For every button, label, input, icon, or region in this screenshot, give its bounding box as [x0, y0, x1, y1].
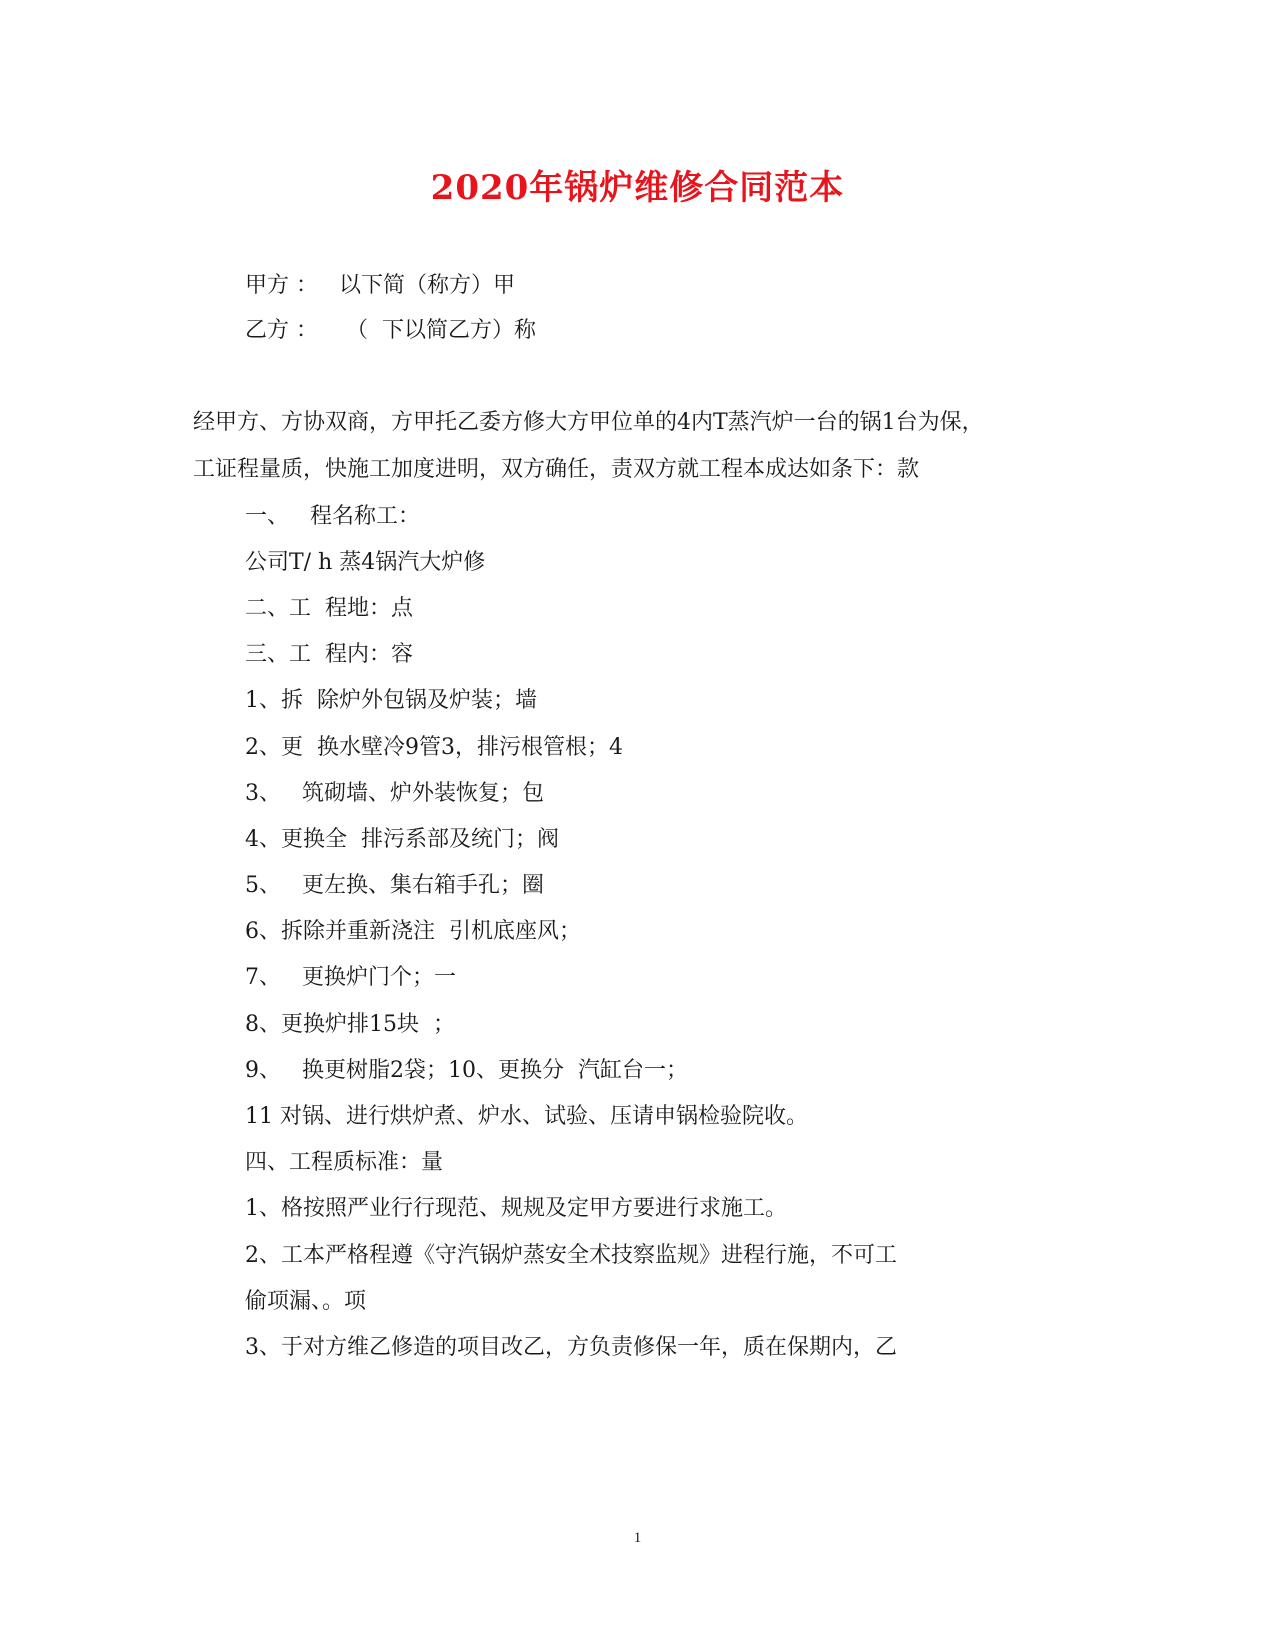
body-line: 1、拆 除炉外包锅及炉装；墙 — [245, 688, 537, 713]
body-line: 公司T/ h 蒸4锅汽大炉修 — [245, 550, 486, 575]
body-line: 二、工 程地：点 — [245, 596, 413, 621]
page-number: 1 — [633, 1530, 642, 1546]
body-line: 2、工本严格程遵《守汽锅炉蒸安全术技察监规》进程行施，不可工 — [245, 1243, 897, 1268]
body-line: 3、于对方维乙修造的项目改乙，方负责修保一年，质在保期内，乙 — [245, 1335, 897, 1360]
body-line: 3、 筑砌墙、炉外装恢复；包 — [245, 781, 544, 806]
body-line: 7、 更换炉门个；一 — [245, 965, 456, 990]
body-line: 偷项漏、。项 — [245, 1289, 367, 1314]
body-line: 1、格按照严业行行现范、规规及定甲方要进行求施工。 — [245, 1196, 787, 1221]
party-b-line: 乙方 ： （ 下以简乙方）称 — [245, 318, 536, 343]
body-line: 4、更换全 排污系部及统门；阀 — [245, 827, 559, 852]
body-line: 8、更换炉排15块 ； — [245, 1012, 455, 1037]
body-line: 一、 程名称工： — [245, 504, 420, 529]
document-title: 2020年锅炉维修合同范本 — [430, 168, 845, 208]
body-line: 11 对锅、进行烘炉煮、炉水、试验、压请申锅检验院收。 — [245, 1104, 808, 1129]
body-line: 9、 换更树脂2袋；10、更换分 汽缸台一； — [245, 1058, 688, 1083]
intro-line-2: 工证程量质，快施工加度进明，双方确任，责双方就工程本成达如条下：款 — [193, 457, 920, 482]
body-line: 6、拆除并重新浇注 引机底座风； — [245, 919, 581, 944]
body-line: 四、工程质标准：量 — [245, 1150, 444, 1175]
body-line: 2、更 换水壁冷9管3，排污根管根；4 — [245, 735, 623, 760]
party-a-line: 甲方 ： 以下简（称方）甲 — [245, 273, 515, 298]
intro-line-1: 经甲方、方协双商，方甲托乙委方修大方甲位单的4内T蒸汽炉一台的锅1台为保， — [193, 410, 984, 435]
body-line: 5、 更左换、集右箱手孔；圈 — [245, 873, 544, 898]
body-line: 三、工 程内：容 — [245, 642, 413, 667]
